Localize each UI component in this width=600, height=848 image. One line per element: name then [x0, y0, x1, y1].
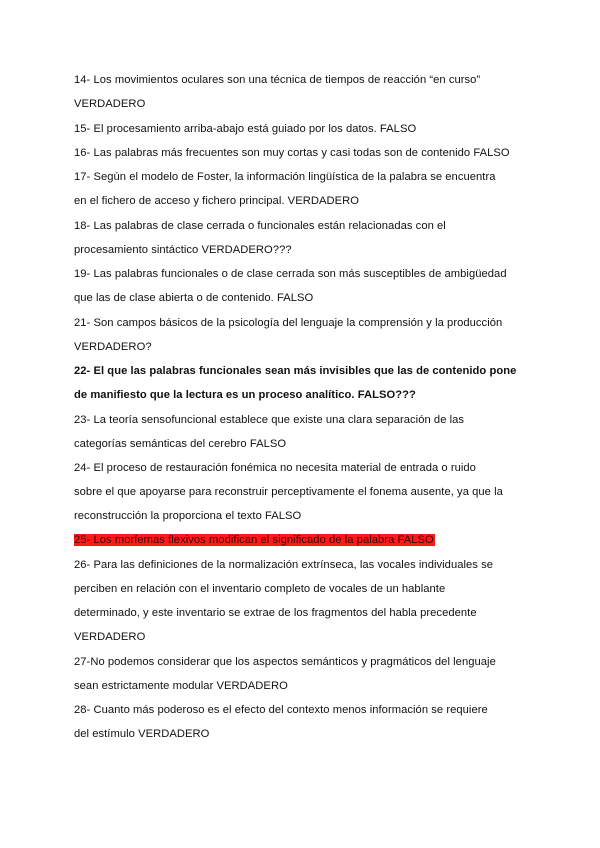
q17-text-line2: en el fichero de acceso y fichero principal. VERDADERO — [74, 195, 359, 207]
q17-text-line1: 17- Según el modelo de Foster, la información lingüística de la palabra se encuentra — [74, 171, 496, 183]
q18-text-line2: procesamiento sintáctico VERDADERO??? — [74, 244, 292, 256]
q28-text-line2: del estímulo VERDADERO — [74, 728, 210, 740]
q26-text-line3: determinado, y este inventario se extrae de los fragmentos del habla precedente — [74, 607, 477, 619]
q18-text-line1: 18- Las palabras de clase cerrada o funcionales están relacionadas con el — [74, 220, 446, 232]
q24-text-line2: sobre el que apoyarse para reconstruir perceptivamente el fonema ausente, ya que la — [74, 486, 503, 498]
q23-text-line2: categorías semánticas del cerebro FALSO — [74, 438, 287, 450]
q22-text-line1: 22- El que las palabras funcionales sean más invisibles que las de contenido pone — [74, 365, 517, 377]
q22-text-line2: de manifiesto que la lectura es un proceso analítico. FALSO??? — [74, 389, 416, 401]
q26-text-line4: VERDADERO — [74, 631, 146, 643]
q19-text-line1: 19- Las palabras funcionales o de clase cerrada son más susceptibles de ambigüedad — [74, 268, 507, 280]
q21-text-line1: 21- Son campos básicos de la psicología del lenguaje la comprensión y la producción — [74, 317, 503, 329]
q21-text-line2: VERDADERO? — [74, 341, 152, 353]
q25-highlighted-text — [74, 532, 435, 548]
q19-text-line2: que las de clase abierta o de contenido. FALSO — [74, 292, 314, 304]
q23-text-line1: 23- La teoría sensofuncional establece que existe una clara separación de las — [74, 414, 465, 426]
q14-text-line1: 14- Los movimientos oculares son una técnica de tiempos de reacción “en curso” — [74, 74, 481, 86]
q24-text-line3: reconstrucción la proporciona el texto FALSO — [74, 510, 302, 522]
q16-text: 16- Las palabras más frecuentes son muy cortas y casi todas son de contenido FALSO — [74, 147, 510, 159]
q27-text-line1: 27-No podemos considerar que los aspectos semánticos y pragmáticos del lenguaje — [74, 656, 496, 668]
q15-text: 15- El procesamiento arriba-abajo está guiado por los datos. FALSO — [74, 123, 417, 135]
q27-text-line2: sean estrictamente modular VERDADERO — [74, 680, 288, 692]
q28-text-line1: 28- Cuanto más poderoso es el efecto del contexto menos información se requiere — [74, 704, 488, 716]
q24-text-line1: 24- El proceso de restauración fonémica no necesita material de entrada o ruido — [74, 462, 476, 474]
q14-text-line2: VERDADERO — [74, 98, 146, 110]
q26-text-line1: 26- Para las definiciones de la normalización extrínseca, las vocales individuales se — [74, 559, 494, 571]
highlight-mark: 25- Los morfemas flexivos modifican el significado de la palabra FALSO — [74, 534, 434, 546]
q26-text-line2: perciben en relación con el inventario completo de vocales de un hablante — [74, 583, 446, 595]
